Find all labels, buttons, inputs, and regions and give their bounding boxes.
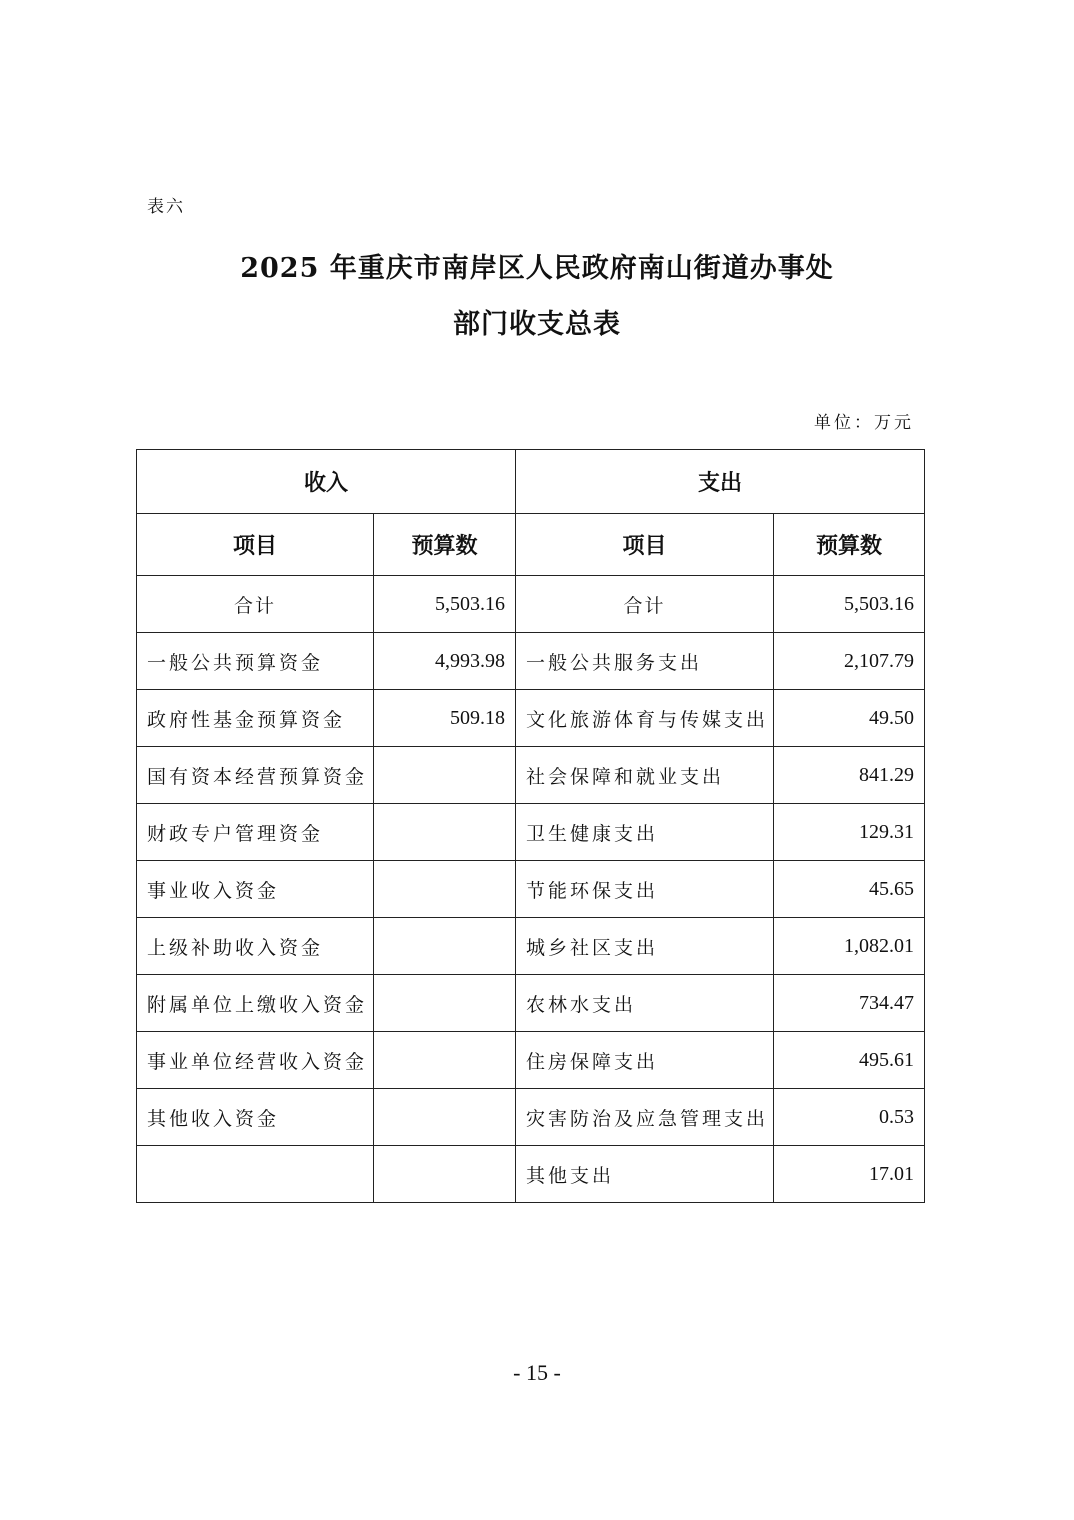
income-amount [374, 804, 516, 861]
table-row [137, 1146, 925, 1203]
income-amount [374, 861, 516, 918]
page-number: - 15 - [513, 1360, 561, 1385]
income-amount: 4,993.98 [374, 633, 516, 690]
expense-amount-header: 预算数 [774, 514, 925, 576]
income-item: 国有资本经营预算资金 [137, 747, 374, 804]
expense-amount: 129.31 [774, 804, 925, 861]
income-item: 事业收入资金 [137, 861, 374, 918]
table-row [137, 633, 925, 690]
expense-item: 文化旅游体育与传媒支出 [516, 690, 774, 747]
document-title: 2025 年重庆市南岸区人民政府南山街道办事处 [240, 253, 834, 284]
table-row [137, 690, 925, 747]
income-amount [374, 975, 516, 1032]
table-row [137, 747, 925, 804]
expense-item: 其他支出 [516, 1146, 774, 1203]
income-item-header: 项目 [137, 514, 374, 576]
expense-item: 住房保障支出 [516, 1032, 774, 1089]
expense-item: 卫生健康支出 [516, 804, 774, 861]
expense-item: 一般公共服务支出 [516, 633, 774, 690]
income-amount [374, 1089, 516, 1146]
income-amount [374, 918, 516, 975]
expense-item: 社会保障和就业支出 [516, 747, 774, 804]
income-total-amount: 5,503.16 [374, 576, 516, 633]
expense-item: 城乡社区支出 [516, 918, 774, 975]
expense-item: 农林水支出 [516, 975, 774, 1032]
expense-amount: 0.53 [774, 1089, 925, 1146]
expense-header: 支出 [516, 450, 925, 514]
income-item: 附属单位上缴收入资金 [137, 975, 374, 1032]
table-row [137, 918, 925, 975]
income-item: 政府性基金预算资金 [137, 690, 374, 747]
total-row [137, 576, 925, 633]
income-item: 事业单位经营收入资金 [137, 1032, 374, 1089]
budget-summary-table [136, 449, 925, 1203]
expense-item: 灾害防治及应急管理支出 [516, 1089, 774, 1146]
income-amount [374, 1032, 516, 1089]
table-row [137, 804, 925, 861]
income-amount [374, 747, 516, 804]
document-subtitle: 部门收支总表 [453, 309, 621, 340]
expense-amount: 17.01 [774, 1146, 925, 1203]
expense-amount: 49.50 [774, 690, 925, 747]
income-item: 财政专户管理资金 [137, 804, 374, 861]
table-row [137, 1032, 925, 1089]
income-amount: 509.18 [374, 690, 516, 747]
expense-item-header: 项目 [516, 514, 774, 576]
unit-label: 单位：万元 [814, 413, 914, 433]
table-header-row [137, 450, 925, 514]
income-total-label: 合计 [137, 576, 374, 633]
expense-amount: 734.47 [774, 975, 925, 1032]
income-header: 收入 [137, 450, 516, 514]
income-item: 其他收入资金 [137, 1089, 374, 1146]
income-amount [374, 1146, 516, 1203]
table-row [137, 861, 925, 918]
table-subheader-row [137, 514, 925, 576]
expense-amount: 2,107.79 [774, 633, 925, 690]
income-item [137, 1146, 374, 1203]
income-item: 一般公共预算资金 [137, 633, 374, 690]
expense-total-label: 合计 [516, 576, 774, 633]
expense-amount: 495.61 [774, 1032, 925, 1089]
expense-amount: 45.65 [774, 861, 925, 918]
table-row [137, 975, 925, 1032]
expense-total-amount: 5,503.16 [774, 576, 925, 633]
table-label: 表六 [147, 197, 185, 217]
expense-amount: 841.29 [774, 747, 925, 804]
income-item: 上级补助收入资金 [137, 918, 374, 975]
income-amount-header: 预算数 [374, 514, 516, 576]
expense-item: 节能环保支出 [516, 861, 774, 918]
expense-amount: 1,082.01 [774, 918, 925, 975]
table-row [137, 1089, 925, 1146]
